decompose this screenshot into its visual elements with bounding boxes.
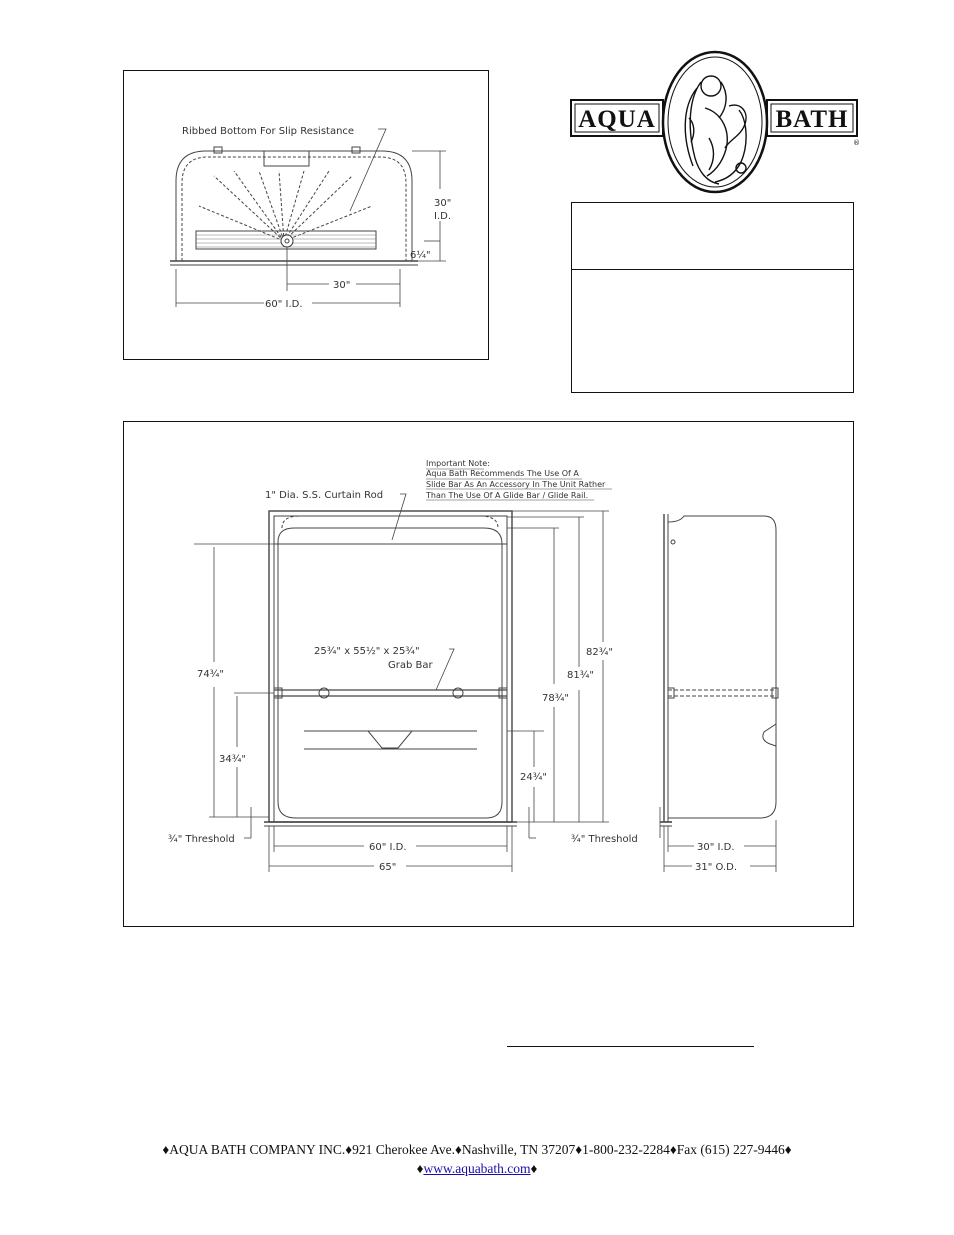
spec-title-block xyxy=(571,202,854,393)
dim-overall-width: 60" I.D. xyxy=(265,299,303,310)
website-link[interactable]: www.aquabath.com xyxy=(423,1161,531,1176)
dim-center-offset: 30" xyxy=(333,280,351,291)
dim-65: 65" xyxy=(379,862,397,873)
dim-30-id: 30" I.D. xyxy=(697,842,735,853)
grab-bar-size: 25¾" x 55½" x 25¾" xyxy=(314,646,420,657)
diamond-icon: ♦ xyxy=(416,1161,424,1176)
dim-74: 74¾" xyxy=(197,669,225,680)
dim-81: 81¾" xyxy=(567,670,595,681)
dim-24: 24¾" xyxy=(520,772,548,783)
footer-url-line xyxy=(0,1159,954,1178)
company-footer xyxy=(0,1140,954,1178)
dim-curb-height: 6¼" xyxy=(410,250,431,261)
aqua-bath-logo xyxy=(569,48,861,196)
dim-31-od: 31" O.D. xyxy=(695,862,738,873)
signature-line xyxy=(507,1046,754,1047)
dim-depth-sub: I.D. xyxy=(434,211,452,222)
curtain-rod-label: 1" Dia. S.S. Curtain Rod xyxy=(265,490,384,501)
elevation-drawing xyxy=(123,421,854,927)
grab-bar-label: Grab Bar xyxy=(388,660,433,671)
dim-60-id: 60" I.D. xyxy=(369,842,407,853)
title-block-divider xyxy=(572,269,853,270)
dim-78: 78¾" xyxy=(542,693,570,704)
dim-82: 82¾" xyxy=(586,647,614,658)
note-line-2: Slide Bar As An Accessory In The Unit Rather xyxy=(426,480,606,489)
threshold-right: ¾" Threshold xyxy=(571,834,638,845)
callout-ribbed-bottom: Ribbed Bottom For Slip Resistance xyxy=(182,126,355,137)
note-title: Important Note: xyxy=(426,459,490,468)
base-plan-drawing xyxy=(123,70,489,360)
dim-depth-value: 30" xyxy=(434,198,452,209)
logo-left-word: AQUA xyxy=(578,106,656,133)
dim-34: 34¾" xyxy=(219,754,247,765)
threshold-left: ¾" Threshold xyxy=(168,834,235,845)
footer-contact-line: ♦AQUA BATH COMPANY INC.♦921 Cherokee Ave.♦Nashville, TN 37207♦1-800-232-2284♦Fax (615) 227-9446♦ xyxy=(162,1142,792,1157)
registered-mark: ® xyxy=(853,139,860,147)
note-line-3: Than The Use Of A Glide Bar / Glide Rail. xyxy=(426,491,589,500)
diamond-icon: ♦ xyxy=(530,1161,538,1176)
logo-right-word: BATH xyxy=(775,106,849,133)
note-line-1: Aqua Bath Recommends The Use Of A xyxy=(426,469,579,478)
